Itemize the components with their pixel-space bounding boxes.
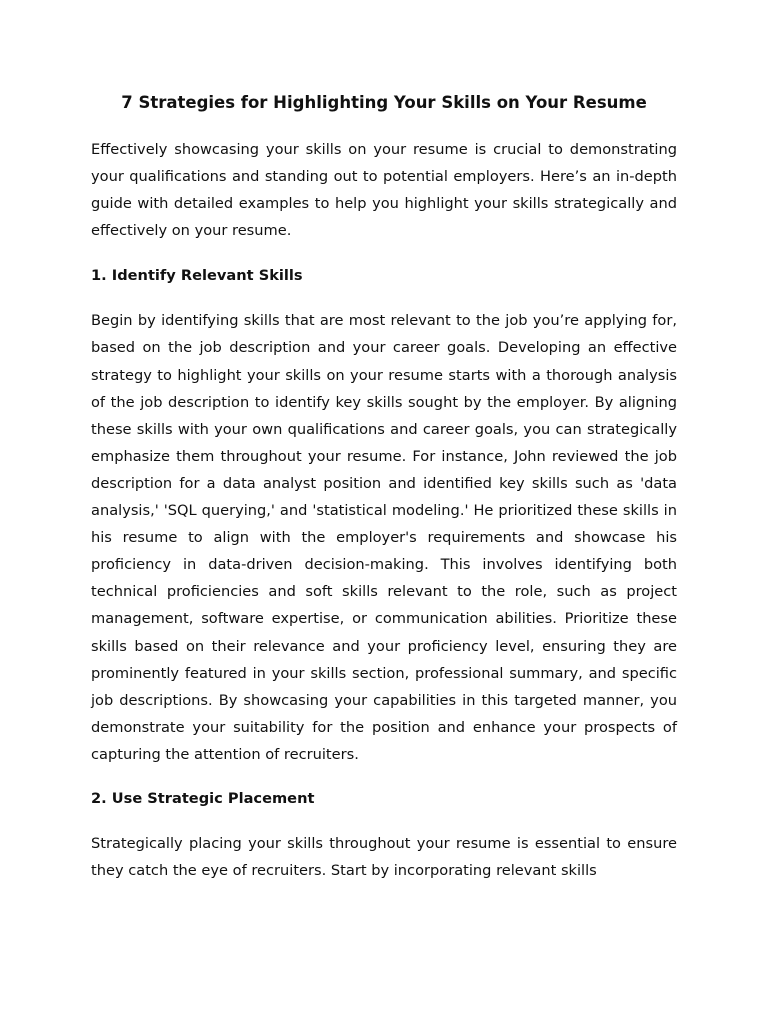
- section-heading: 2. Use Strategic Placement: [91, 789, 315, 807]
- section-heading: 1. Identify Relevant Skills: [91, 267, 303, 285]
- document-page: [91, 90, 677, 901]
- section-use-strategic-placement: [91, 785, 677, 884]
- section-paragraph: Begin by identifying skills that are most relevant to the job you’re applying for, based on the job description and your career goals. Developing an effective strategy to highlight your skills on your resume starts with a thorough analysis of the job description to identify key skills sought by the employer. By aligning these skills with your own qualifications and career goals, you can strategically emphasize them throughout your resume. For instance, John reviewed the job description for a data analyst position and identified key skills such as 'data analysis,' 'SQL querying,' and 'statistical modeling.' He prioritized these skills in his resume to align with the employer's requirements and showcase his proficiency in data-driven decision-making. This involves identifying both technical proficiencies and soft skills relevant to the role, such as project management, software expertise, or communication abilities. Prioritize these skills based on their relevance and your proficiency level, ensuring they are prominently featured in your skills section, professional summary, and specific job descriptions. By showcasing your capabilities in this targeted manner, you demonstrate your suitability for the position and enhance your prospects of capturing the attention of recruiters.: [91, 312, 677, 763]
- section-identify-relevant-skills: [91, 262, 677, 768]
- intro-paragraph: Effectively showcasing your skills on your resume is crucial to demonstrating your qualifications and standing out to potential employers. Here’s an in-depth guide with detailed examples to help you highlight your skills strategically and effectively on your resume.: [91, 141, 677, 240]
- document-title: 7 Strategies for Highlighting Your Skills on Your Resume: [121, 93, 647, 112]
- section-paragraph: Strategically placing your skills throughout your resume is essential to ensure they catch the eye of recruiters. Start by incorporating relevant skills: [91, 834, 677, 880]
